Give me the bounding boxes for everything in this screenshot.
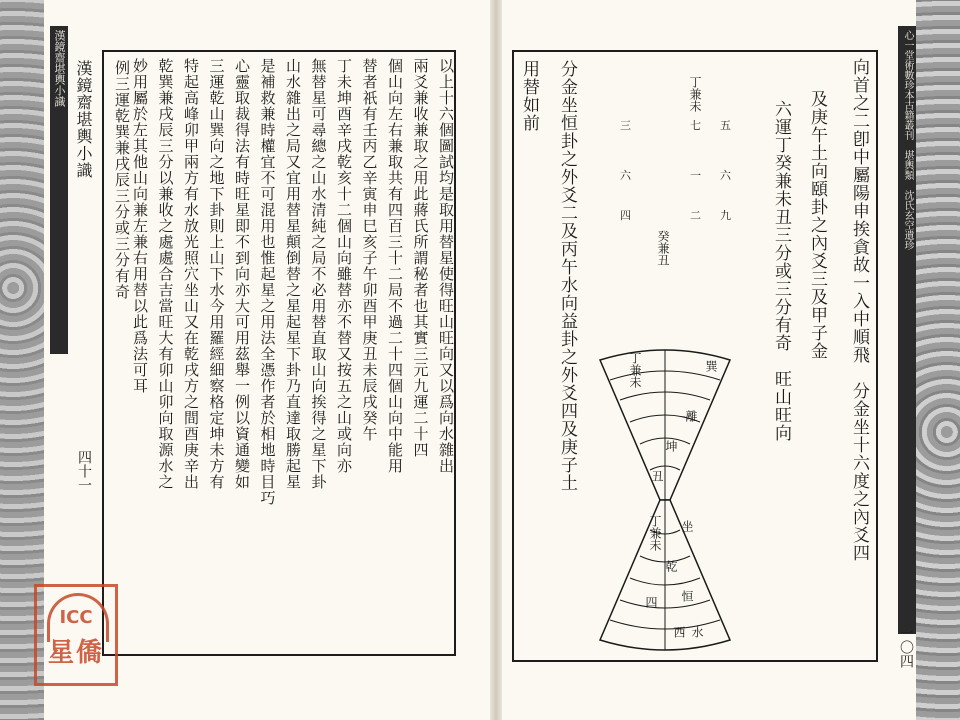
fan-label-bottom-1: 丁兼未	[648, 515, 662, 551]
right-col-4: 分金坐恒卦之外爻二及丙午水向益卦之外爻四及庚子土	[557, 60, 577, 492]
right-col-1: 向首之二卽中屬陽申挨貪故一入中順飛 分金坐十六度之內爻四	[849, 58, 869, 562]
chart-cell-r3c2: 二	[690, 209, 701, 222]
left-page-number: 四十一	[76, 450, 92, 492]
seal-icc-text: ICC	[59, 607, 93, 628]
chart-cell-r1c1: 五	[720, 119, 731, 132]
compass-fan-diagram	[590, 340, 740, 660]
right-col-3: 六運丁癸兼未丑三分或三分有奇 旺山旺向	[771, 100, 791, 442]
left-text-column: 無替星可尋總之山水清純之局不必用替直取山向挨得之星下卦	[309, 58, 328, 490]
left-text-column: 丁未坤酉辛戌乾亥十二個山向雖替亦不替又按五之山或向亦	[335, 58, 353, 474]
fan-label-top-2: 巽	[704, 360, 718, 372]
fan-label-top-4: 坤	[664, 440, 678, 452]
left-example-title: 例三運乾巽兼戌辰三分或三分有奇	[113, 60, 131, 300]
left-text-column: 兩爻兼收兼取之用此蔣氏所謂秘者也其實三元九運二十四	[411, 58, 430, 458]
fan-label-bottom-4: 恒	[680, 590, 694, 602]
left-text-column: 個山向左右兼取共有四百三十二局不過二十四個山向中能用	[386, 58, 404, 474]
left-spine-text: 漢鏡齋堪輿小識	[53, 30, 66, 107]
left-text-column: 是補救兼時權宜不可混用也惟起星之用法全憑作者於相地時目巧	[258, 58, 277, 506]
fan-label-top-3: 離	[684, 410, 698, 422]
right-page-number: 一〇四	[898, 626, 914, 668]
left-text-column: 山水雜出之局又宜用替星顛倒替之星起星下卦乃直達取勝起星	[284, 58, 302, 490]
left-text-column: 心靈取裁得法有時旺星即不到向亦大可用茲舉一例以資通變如	[233, 58, 251, 490]
right-spine-text: 心一堂術數珍本古籍叢刊 堪輿類 沈氏玄空遺珍	[902, 30, 913, 250]
book-gutter	[490, 0, 502, 720]
fan-label-bottom-3: 乾	[664, 560, 678, 572]
fan-label-bottom-5: 四	[644, 596, 658, 608]
icc-seal-logo	[34, 584, 118, 686]
fan-label-bottom-6: 西	[672, 626, 686, 638]
chart-cell-r2c2: 一	[690, 169, 701, 182]
chart-label: 癸兼丑	[656, 230, 670, 266]
right-spine-label	[898, 26, 916, 634]
fan-label-bottom-7: 水	[690, 626, 704, 638]
fan-label-top-1: 丁兼未	[628, 352, 642, 388]
seal-name-text: 星僑	[47, 638, 104, 668]
right-col-5: 用替如前	[519, 60, 539, 132]
chart-cell-r3c3: 四	[620, 209, 631, 222]
chart-header: 丁兼未	[688, 76, 702, 112]
chart-cell-r1c2: 七	[690, 119, 701, 132]
marble-background-right	[916, 0, 960, 720]
chart-cell-r2c3: 六	[620, 169, 631, 182]
right-col-2: 及庚午土向頤卦之內爻三及甲子金	[807, 90, 827, 360]
left-text-column: 以上十六個圖試均是取用替星使得旺山旺向又以爲向水雜出	[437, 58, 455, 474]
left-text-column: 三運乾山巽向之地下卦則上山下水今用羅經細察格定坤未方有	[207, 58, 226, 490]
fan-label-bottom-2: 坐	[680, 520, 694, 532]
left-running-title: 漢鏡齋堪輿小識	[74, 60, 93, 179]
fan-label-top-5: 丑	[650, 470, 664, 482]
left-spine-label	[50, 26, 68, 354]
chart-cell-r1c3: 三	[620, 119, 631, 132]
left-text-column: 替者祇有壬丙乙辛寅申巳亥子午卯酉甲庚丑未辰戌癸午	[360, 58, 379, 442]
seal-arc	[47, 593, 109, 642]
left-text-column: 乾巽兼戌辰三分以兼收之處處合吉當旺大有卯山卯向取源水之	[156, 58, 175, 490]
chart-cell-r3c1: 九	[720, 209, 731, 222]
left-text-column: 特起高峰卯甲兩方有水放光照穴坐山又在乾戌方之間酉庚辛出	[182, 58, 200, 490]
left-text-column: 妙用屬於左其他山向兼左兼右用替以此爲法可耳	[131, 58, 149, 394]
chart-cell-r2c1: 六	[720, 169, 731, 182]
